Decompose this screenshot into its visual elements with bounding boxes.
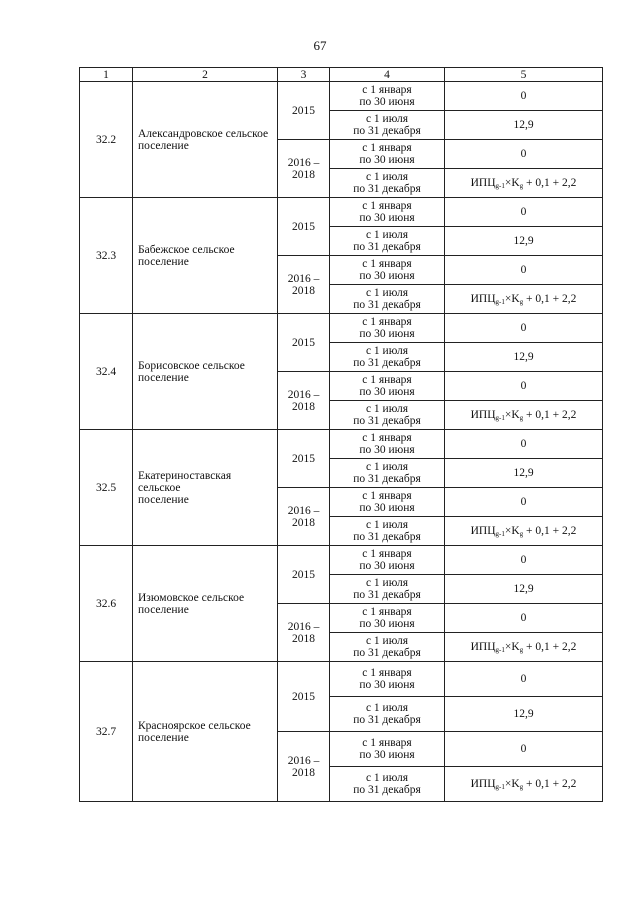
header-cell: 2 xyxy=(133,68,278,82)
value-cell: 0 xyxy=(445,546,603,575)
year-range: 2015 xyxy=(278,430,330,488)
period-cell: с 1 января по 30 июня xyxy=(330,140,445,169)
value-cell: $ИПЦ_{g-1}\times K_g + 0,1 + 2,2$ xyxy=(445,633,603,662)
tariff-table xyxy=(79,67,603,802)
settlement-code: 32.6 xyxy=(80,546,133,662)
year-range: 2016 – 2018 xyxy=(278,140,330,198)
value-cell: 12,9 xyxy=(445,227,603,256)
settlement-code: 32.2 xyxy=(80,82,133,198)
settlement-code: 32.5 xyxy=(80,430,133,546)
period-cell: с 1 января по 30 июня xyxy=(330,256,445,285)
table-row xyxy=(80,198,603,227)
settlement-code: 32.7 xyxy=(80,662,133,802)
period-cell: с 1 января по 30 июня xyxy=(330,82,445,111)
year-range: 2016 – 2018 xyxy=(278,372,330,430)
period-cell: с 1 января по 30 июня xyxy=(330,732,445,767)
period-cell: с 1 июля по 31 декабря xyxy=(330,767,445,802)
period-cell: с 1 января по 30 июня xyxy=(330,430,445,459)
year-range: 2015 xyxy=(278,82,330,140)
settlement-block xyxy=(80,198,603,314)
table-row xyxy=(80,662,603,697)
period-cell: с 1 июля по 31 декабря xyxy=(330,343,445,372)
period-cell: с 1 июля по 31 декабря xyxy=(330,169,445,198)
settlement-name: Екатериноставская сельское поселение xyxy=(133,430,278,546)
period-cell: с 1 января по 30 июня xyxy=(330,372,445,401)
year-range: 2016 – 2018 xyxy=(278,732,330,802)
settlement-name: Александровское сельское поселение xyxy=(133,82,278,198)
period-cell: с 1 июля по 31 декабря xyxy=(330,517,445,546)
table-row xyxy=(80,546,603,575)
period-cell: с 1 июля по 31 декабря xyxy=(330,459,445,488)
value-cell: 0 xyxy=(445,198,603,227)
header-cell: 4 xyxy=(330,68,445,82)
value-cell: 0 xyxy=(445,430,603,459)
table-row xyxy=(80,430,603,459)
year-range: 2015 xyxy=(278,314,330,372)
year-range: 2016 – 2018 xyxy=(278,488,330,546)
header-row xyxy=(80,68,603,82)
year-range: 2015 xyxy=(278,546,330,604)
period-cell: с 1 июля по 31 декабря xyxy=(330,111,445,140)
header-cell: 1 xyxy=(80,68,133,82)
value-cell: 12,9 xyxy=(445,459,603,488)
period-cell: с 1 июля по 31 декабря xyxy=(330,633,445,662)
header-cell: 3 xyxy=(278,68,330,82)
value-cell: 0 xyxy=(445,256,603,285)
period-cell: с 1 июля по 31 декабря xyxy=(330,227,445,256)
value-cell: 0 xyxy=(445,372,603,401)
period-cell: с 1 января по 30 июня xyxy=(330,488,445,517)
value-cell: 0 xyxy=(445,314,603,343)
value-cell: 0 xyxy=(445,662,603,697)
value-cell: 0 xyxy=(445,82,603,111)
settlement-code: 32.4 xyxy=(80,314,133,430)
value-cell: 0 xyxy=(445,604,603,633)
value-cell: 12,9 xyxy=(445,575,603,604)
value-cell: 0 xyxy=(445,140,603,169)
year-range: 2015 xyxy=(278,198,330,256)
settlement-name: Бабежское сельское поселение xyxy=(133,198,278,314)
period-cell: с 1 января по 30 июня xyxy=(330,662,445,697)
page-number: 67 xyxy=(313,38,327,53)
value-cell: $ИПЦ_{g-1}\times K_g + 0,1 + 2,2$ xyxy=(445,767,603,802)
value-cell: 12,9 xyxy=(445,111,603,140)
year-range: 2016 – 2018 xyxy=(278,256,330,314)
settlement-name: Изюмовское сельское поселение xyxy=(133,546,278,662)
table-row xyxy=(80,82,603,111)
year-range: 2015 xyxy=(278,662,330,732)
settlement-block xyxy=(80,314,603,430)
value-cell: $ИПЦ_{g-1}\times K_g + 0,1 + 2,2$ xyxy=(445,401,603,430)
settlement-block xyxy=(80,82,603,198)
value-cell: $ИПЦ_{g-1}\times K_g + 0,1 + 2,2$ xyxy=(445,517,603,546)
value-cell: 12,9 xyxy=(445,343,603,372)
settlement-name: Красноярское сельское поселение xyxy=(133,662,278,802)
period-cell: с 1 июля по 31 декабря xyxy=(330,285,445,314)
value-cell: 0 xyxy=(445,732,603,767)
period-cell: с 1 января по 30 июня xyxy=(330,198,445,227)
period-cell: с 1 июля по 31 декабря xyxy=(330,697,445,732)
settlement-block xyxy=(80,546,603,662)
settlement-name: Борисовское сельское поселение xyxy=(133,314,278,430)
period-cell: с 1 июля по 31 декабря xyxy=(330,401,445,430)
period-cell: с 1 января по 30 июня xyxy=(330,546,445,575)
period-cell: с 1 января по 30 июня xyxy=(330,314,445,343)
settlement-block xyxy=(80,662,603,802)
value-cell: 0 xyxy=(445,488,603,517)
settlement-block xyxy=(80,430,603,546)
settlement-code: 32.3 xyxy=(80,198,133,314)
period-cell: с 1 июля по 31 декабря xyxy=(330,575,445,604)
value-cell: $ИПЦ_{g-1}\times K_g + 0,1 + 2,2$ xyxy=(445,285,603,314)
period-cell: с 1 января по 30 июня xyxy=(330,604,445,633)
year-range: 2016 – 2018 xyxy=(278,604,330,662)
header-cell: 5 xyxy=(445,68,603,82)
value-cell: 12,9 xyxy=(445,697,603,732)
table-row xyxy=(80,314,603,343)
value-cell: $ИПЦ_{g-1}\times K_g + 0,1 + 2,2$ xyxy=(445,169,603,198)
